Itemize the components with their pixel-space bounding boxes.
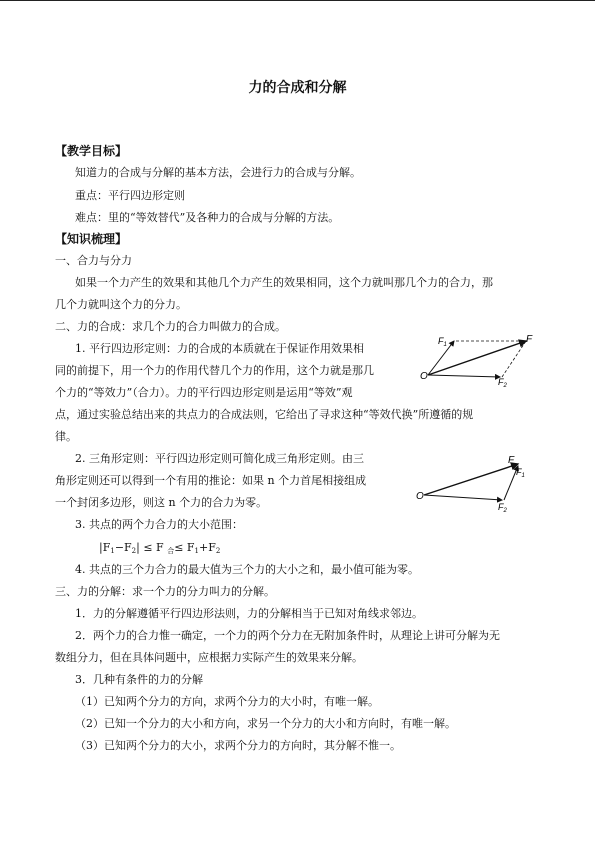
objectives-heading: 【教学目标】	[55, 144, 128, 158]
point-2-line-1: 2. 三角形定则：平行四边形定则可简化成三角形定则。由三	[75, 452, 364, 465]
formula-part-e: +F	[199, 541, 216, 554]
tri-resultant-label: F	[508, 455, 515, 466]
section-2-title: 二、力的合成：求几个力的合力叫做力的合成。	[55, 320, 286, 333]
formula-part-c: | ≤ F	[136, 541, 168, 554]
tri-origin-label: O	[416, 491, 424, 502]
resultant-label: F	[526, 334, 533, 345]
decomposition-3: 3．几种有条件的力的分解	[75, 673, 203, 686]
page-title: 力的合成和分解	[248, 80, 347, 96]
f2-vector	[428, 375, 500, 377]
formula-sub-d: 1	[194, 547, 200, 555]
point-2-line-2: 角形定则还可以得到一个有用的推论：如果 n 个力首尾相接组成	[55, 474, 367, 487]
case-2: （2）已知一个分力的大小和方向，求另一个分力的大小和方向时，有唯一解。	[75, 717, 456, 730]
tri-resultant-vector	[424, 464, 518, 495]
f2-letter: F	[498, 377, 504, 387]
formula-part-b: −F	[114, 541, 132, 554]
force-range-formula	[99, 540, 220, 557]
tri-f1-subscript: 1	[521, 473, 525, 479]
point-2-line-3: 一个封闭多边形，则这 n 个力的合力为零。	[55, 496, 268, 509]
decomposition-2-line-2: 数组分力，但在具体问题中，应根据力实际产生的效果来分解。	[55, 651, 363, 664]
point-1-line-1: 1. 平行四边形定则：力的合成的本质就在于保证作用效果相	[75, 342, 364, 355]
formula-sub-c: 合	[167, 547, 175, 555]
f1-subscript: 1	[443, 342, 447, 348]
formula-part-a: |F	[99, 541, 111, 554]
point-1-line-4: 点，通过实验总结出来的共点力的合成法则，它给出了寻求这种“等效代换”所遵循的规	[55, 408, 474, 421]
f2-subscript: 2	[503, 383, 507, 389]
tri-f2-subscript: 2	[503, 508, 507, 514]
formula-sub-e: 2	[215, 547, 221, 555]
case-1: （1）已知两个分力的方向，求两个分力的大小时，有唯一解。	[75, 695, 379, 708]
section-3-title: 三、力的分解：求一个力的分力叫力的分解。	[55, 585, 275, 598]
formula-sub-a: 1	[110, 547, 115, 555]
f2-label	[498, 377, 508, 389]
point-1-line-3: 个力的“等效力”（合力）。力的平行四边形定则是运用“等效”观	[55, 386, 353, 399]
f1-letter: F	[438, 336, 444, 346]
page-top-rule	[0, 0, 595, 1]
triangle-figure	[414, 450, 534, 512]
point-3: 3. 共点的两个力合力的大小范围：	[75, 518, 243, 531]
formula-part-d: ≤ F	[174, 541, 195, 554]
section-1-title: 一、合力与分力	[55, 254, 132, 267]
section-1-line-2: 几个力就叫这个力的分力。	[55, 298, 187, 311]
parallelogram-figure	[418, 332, 538, 392]
decomposition-1: 1．力的分解遵循平行四边形法则，力的分解相当于已知对角线求邻边。	[75, 607, 423, 620]
dashed-edge-right	[502, 341, 526, 377]
origin-label: O	[420, 371, 428, 382]
point-4: 4. 共点的三个力合力的最大值为三个力的大小之和，最小值可能为零。	[75, 563, 419, 576]
objectives-line-2: 重点：平行四边形定则	[75, 189, 185, 202]
tri-f2-vector	[424, 495, 502, 500]
point-1-line-5: 律。	[55, 430, 77, 443]
tri-f2-letter: F	[498, 502, 504, 512]
tri-f1-label	[516, 467, 525, 479]
point-1-line-2: 同的前提下，用一个力的作用代替几个力的作用，这个力就是那几	[55, 364, 374, 377]
f1-label	[438, 336, 447, 348]
knowledge-heading: 【知识梳理】	[55, 232, 128, 246]
tri-f1-letter: F	[516, 467, 522, 477]
objectives-line-3: 难点：里的“等效替代”及各种力的合成与分解的方法。	[75, 211, 340, 224]
objectives-line-1: 知道力的合成与分解的基本方法，会进行力的合成与分解。	[75, 166, 361, 179]
section-1-line-1: 如果一个力产生的效果和其他几个力产生的效果相同，这个力就叫那几个力的合力，那	[75, 276, 493, 289]
case-3: （3）已知两个分力的大小，求两个分力的方向时，其分解不惟一。	[75, 739, 401, 752]
tri-f2-label	[498, 502, 508, 514]
formula-sub-b: 2	[131, 547, 137, 555]
decomposition-2-line-1: 2．两个力的合力惟一确定，一个力的两个分力在无附加条件时，从理论上讲可分解为无	[75, 629, 500, 642]
